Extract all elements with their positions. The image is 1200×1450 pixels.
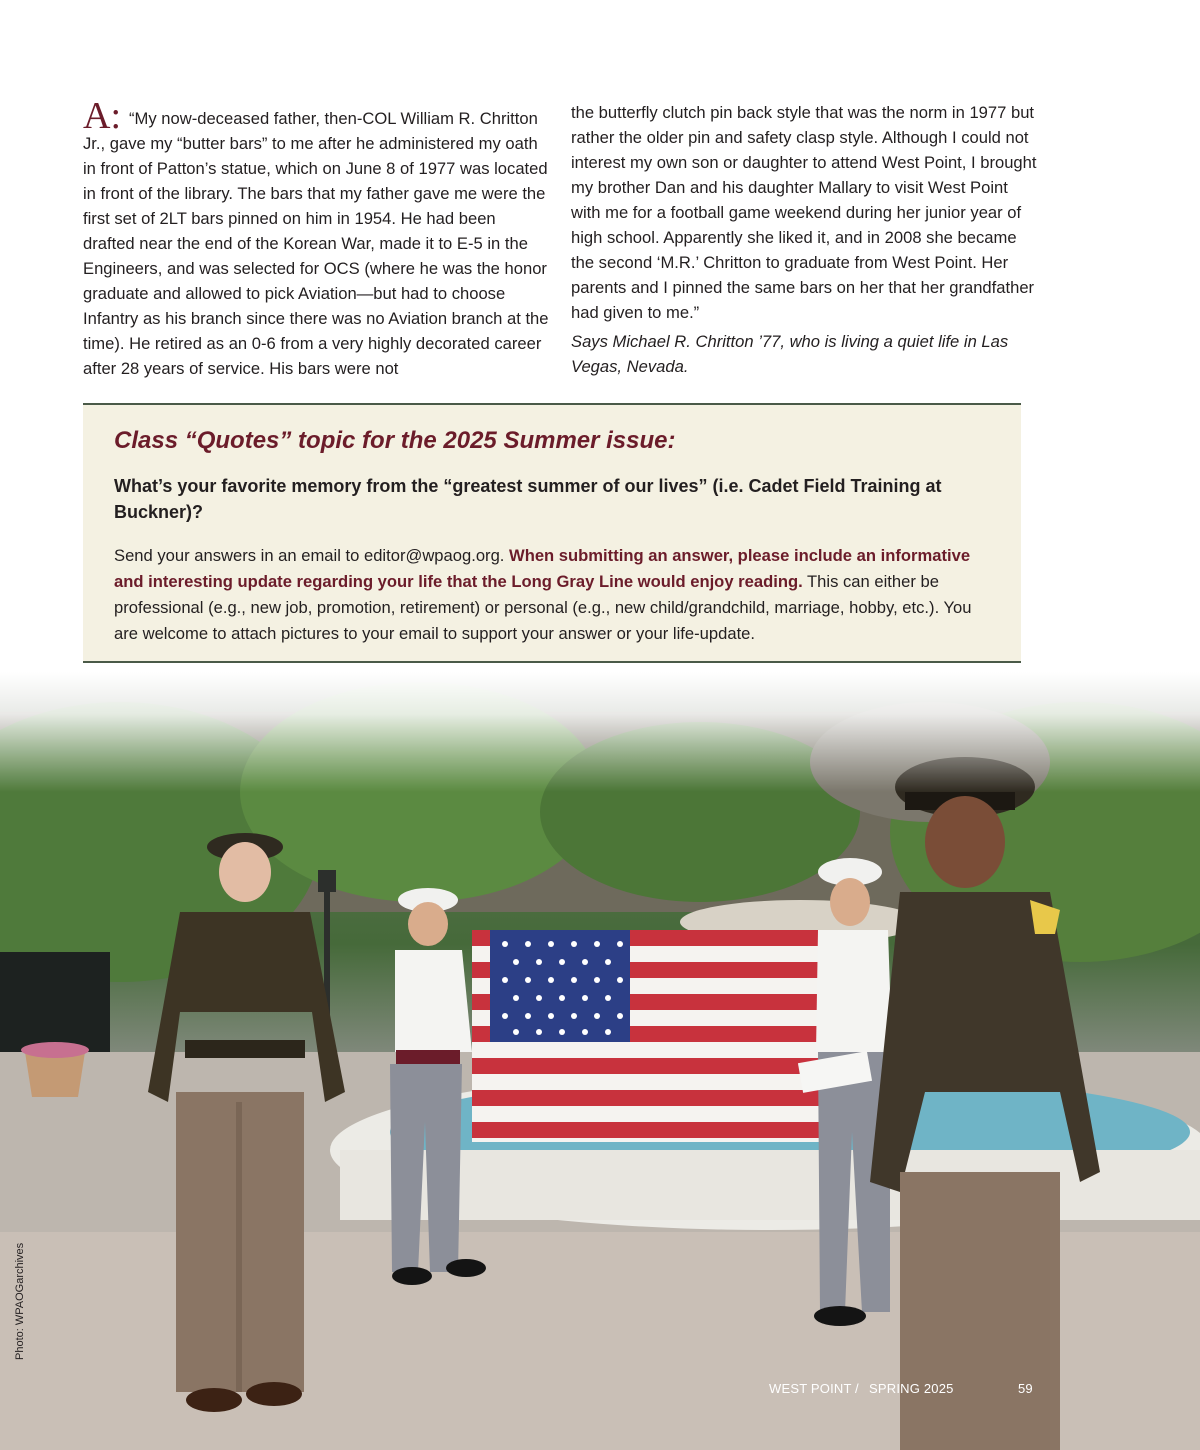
footer-magazine: WEST POINT	[769, 1381, 852, 1396]
page-number: 59	[1018, 1381, 1033, 1396]
callout-title: Class “Quotes” topic for the 2025 Summer issue:	[114, 427, 676, 454]
article-right-column	[571, 100, 1037, 379]
callout-question: What’s your favorite memory from the “greatest summer of our lives” (i.e. Cadet Field Training at Buckner)?	[114, 476, 942, 522]
photo-top-fade	[0, 672, 1200, 792]
attribution: Says Michael R. Chritton ’77, who is living a quiet life in Las Vegas, Nevada.	[571, 332, 1009, 376]
answer-text-right: the butterfly clutch pin back style that was the norm in 1977 but rather the older pin and safety clasp style. Although I could not interest my own son or daughter to attend West Point, I brought my brother Dan and his daughter Mallary to visit West Point with me for a football game weekend during her junior year of high school. Apparently she liked it, and in 2008 she became the second ‘M.R.’ Chritton to graduate from West Point. Her parents and I pinned the same bars on her that her grandfather had given to me.”	[571, 103, 1037, 322]
callout-body-intro: Send your answers in an email to editor@wpaog.org.	[114, 546, 510, 565]
footer-issue: SPRING 2025	[869, 1381, 954, 1396]
photo-credit: Photo: WPAOGarchives	[14, 1242, 26, 1360]
callout-body-emphasis: When submitting an answer, please include an informative and interesting update regarding your life that the Long Gray Line would enjoy reading.	[114, 546, 971, 591]
answer-text-left: “My now-deceased father, then-COL William R. Chritton Jr., gave my “butter bars” to me after he administered my oath in front of Patton’s statue, which on June 8 of 1977 was located in front of the library. The bars that my father gave me were the first set of 2LT bars pinned on him in 1954. He had been drafted near the end of the Korean War, made it to E-5 in the Engineers, and was selected for OCS (where he was the honor graduate and allowed to pick Aviation—but had to choose Infantry as his branch since there was no Aviation branch at the time). He retired as an 0-6 from a very highly decorated career after 28 years of service. His bars were not	[83, 109, 549, 378]
footer-separator: /	[855, 1381, 859, 1396]
answer-marker: A:	[83, 95, 121, 137]
callout-body-rest: This can either be professional (e.g., new job, promotion, retirement) or personal (e.g., new child/grandchild, marriage, hobby, etc.). You are welcome to attach pictures to your email to support your answer or your life-update.	[114, 572, 972, 643]
article-left-column	[83, 95, 549, 381]
quotes-topic-callout	[83, 403, 1021, 663]
flag-ceremony-photo	[0, 672, 1200, 1450]
callout-body	[114, 543, 994, 647]
